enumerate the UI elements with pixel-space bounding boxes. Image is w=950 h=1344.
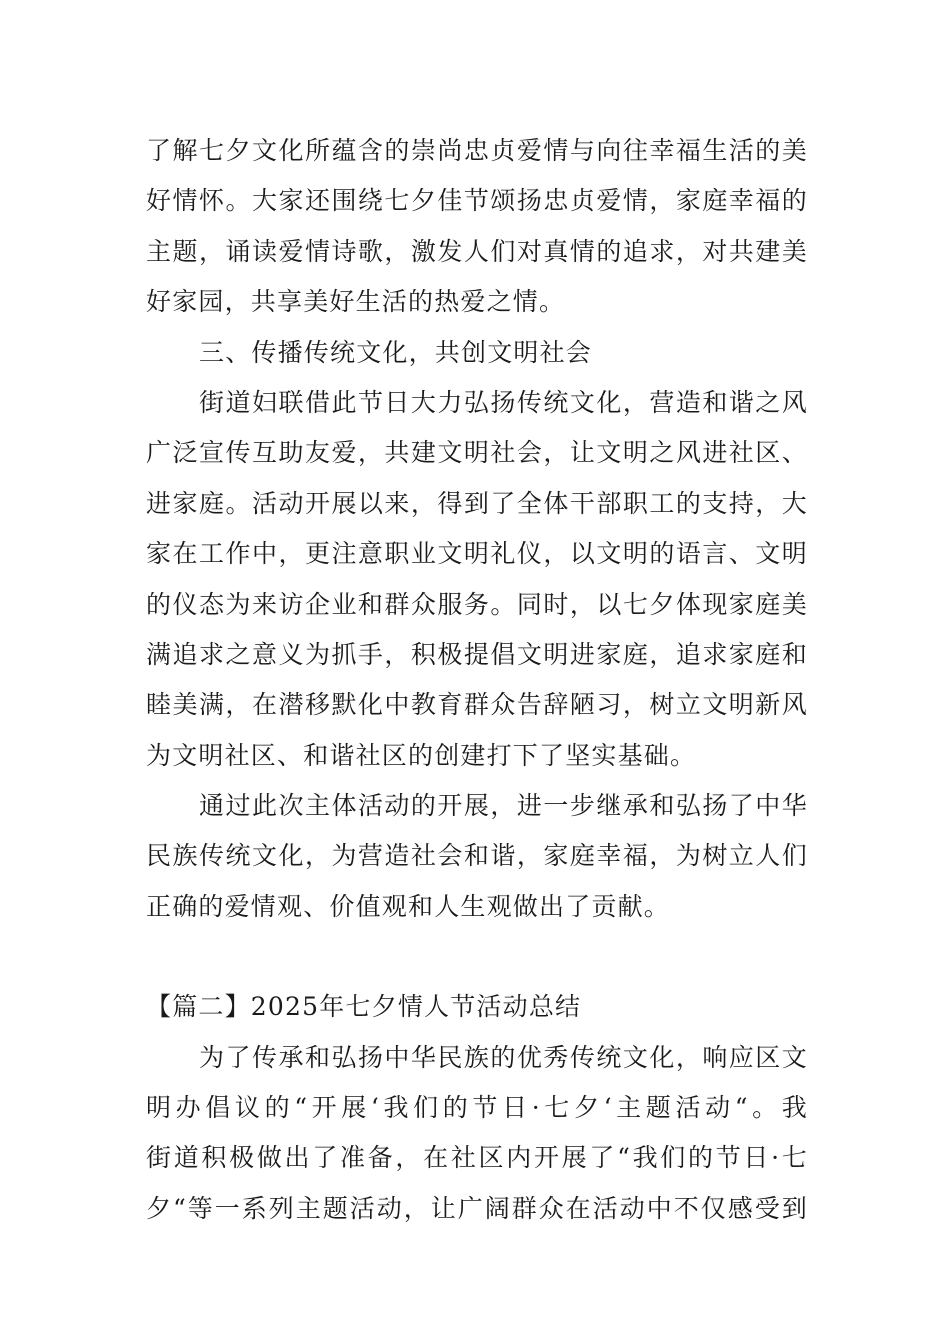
section-title-2: 【篇二】2025年七夕情人节活动总结 — [146, 992, 582, 1022]
text-line: 睦美满，在潜移默化中教育群众告辞陋习，树立文明新风 — [146, 690, 808, 720]
document-page — [146, 126, 808, 1234]
text-line: 好家园，共享美好生活的热爱之情。 — [146, 287, 566, 317]
section-heading-3: 三、传播传统文化，共创文明社会 — [199, 337, 593, 367]
text-line: 通过此次主体活动的开展，进一步继承和弘扬了中华 — [199, 791, 808, 821]
text-line: 的仪态为来访企业和群众服务。同时，以七夕体现家庭美 — [146, 589, 808, 619]
paragraph-2 — [146, 378, 808, 781]
text-line: 明办倡议的“开展‘我们的节日·七夕‘主题活动“。我 — [146, 1093, 808, 1123]
text-line: 满追求之意义为抓手，积极提倡文明进家庭，追求家庭和 — [146, 639, 808, 669]
paragraph-3 — [146, 781, 808, 932]
text-line: 正确的爱情观、价值观和人生观做出了贡献。 — [146, 891, 671, 921]
text-line: 主题，诵读爱情诗歌，激发人们对真情的追求，对共建美 — [146, 236, 808, 266]
text-line: 了解七夕文化所蕴含的崇尚忠贞爱情与向往幸福生活的美 — [146, 136, 808, 165]
text-line: 为文明社区、和谐社区的创建打下了坚实基础。 — [146, 740, 697, 770]
text-line: 为了传承和弘扬中华民族的优秀传统文化，响应区文 — [199, 1042, 808, 1072]
text-line: 街道妇联借此节日大力弘扬传统文化，营造和谐之风 — [199, 387, 808, 417]
paragraph-1 — [146, 126, 808, 328]
paragraph-4 — [146, 1033, 808, 1235]
text-line: 广泛宣传互助友爱，共建文明社会，让文明之风进社区、 — [146, 438, 808, 468]
text-line: 家在工作中，更注意职业文明礼仪，以文明的语言、文明 — [146, 539, 808, 569]
text-line: 夕“等一系列主题活动，让广阔群众在活动中不仅感受到 — [146, 1193, 808, 1223]
section-gap — [146, 932, 808, 982]
text-line: 好情怀。大家还围绕七夕佳节颂扬忠贞爱情，家庭幸福的 — [146, 186, 808, 216]
text-line: 街道积极做出了准备，在社区内开展了“我们的节日·七 — [146, 1143, 808, 1173]
text-line: 民族传统文化，为营造社会和谐，家庭幸福，为树立人们 — [146, 841, 808, 871]
text-line: 进家庭。活动开展以来，得到了全体干部职工的支持，大 — [146, 488, 808, 518]
